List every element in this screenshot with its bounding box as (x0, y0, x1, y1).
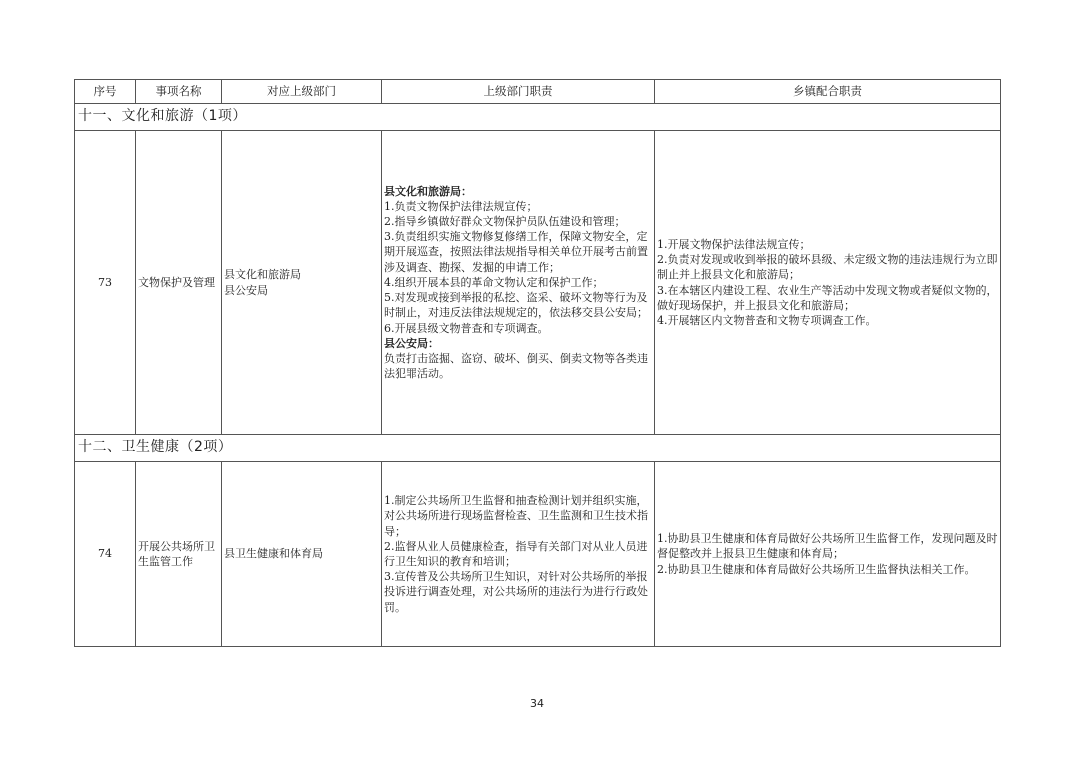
duty-item: 负责打击盗掘、盗窃、破坏、倒买、倒卖文物等各类违法犯罪活动。 (384, 351, 648, 381)
row-number: 73 (75, 131, 136, 435)
section-row (75, 435, 1001, 462)
upper-dept (222, 462, 382, 647)
upper-dept (222, 131, 382, 435)
duty-item: 3.负责组织实施文物修复修缮工作，保障文物安全，定期开展巡查，按照法律法规指导相关单位开展考古前置涉及调查、勘探、发掘的申请工作； (384, 230, 648, 274)
duty-item: 1.制定公共场所卫生监督和抽查检测计划并组织实施，对公共场所进行现场监督检查、卫生监测和卫生技术指导； (384, 494, 648, 538)
town-duty-item: 3.在本辖区内建设工程、农业生产等活动中发现文物或者疑似文物的，做好现场保护，并上报县文化和旅游局； (657, 283, 998, 312)
section-title: 十二、卫生健康（2项） (75, 435, 1001, 462)
duty-item: 5.对发现或接到举报的私挖、盗采、破坏文物等行为及时制止，对违反法律法规规定的，依法移交县公安局； (384, 291, 648, 320)
duty-item: 1.负责文物保护法律法规宣传； (384, 199, 538, 213)
table-row (75, 131, 1001, 435)
col-header-upper-dept: 对应上级部门 (222, 80, 382, 104)
col-header-town-duties: 乡镇配合职责 (655, 80, 1001, 104)
duty-item: 3.宣传普及公共场所卫生知识，对针对公共场所的举报投诉进行调查处理，对公共场所的违法行为进行行政处罚。 (384, 570, 648, 614)
duty-item: 2.监督从业人员健康检查，指导有关部门对从业人员进行卫生知识的教育和培训； (384, 539, 648, 568)
duty-heading: 县公安局： (384, 336, 439, 350)
upper-duties (382, 131, 655, 435)
col-header-number: 序号 (75, 80, 136, 104)
duty-item: 4.组织开展本县的革命文物认定和保护工作； (384, 275, 604, 289)
section-row (75, 104, 1001, 131)
table-row (75, 462, 1001, 647)
town-duties (655, 131, 1001, 435)
town-duty-item: 2.负责对发现或收到举报的破坏县级、未定级文物的违法违规行为立即制止并上报县文化和旅游局； (657, 253, 998, 282)
town-duty-item: 1.协助县卫生健康和体育局做好公共场所卫生监督工作，发现问题及时督促整改并上报县卫生健康和体育局； (657, 532, 998, 561)
page-number: 34 (530, 697, 544, 710)
duty-heading: 县文化和旅游局： (384, 184, 472, 198)
duty-item: 6.开展县级文物普查和专项调查。 (384, 321, 549, 335)
item-name: 开展公共场所卫生监管工作 (136, 462, 222, 647)
item-name: 文物保护及管理 (136, 131, 222, 435)
row-number: 74 (75, 462, 136, 647)
col-header-item-name: 事项名称 (136, 80, 222, 104)
responsibility-table (74, 79, 1001, 647)
upper-duties (382, 462, 655, 647)
town-duties (655, 462, 1001, 647)
town-duty-item: 1.开展文物保护法律法规宣传； (657, 237, 811, 251)
header-row (75, 80, 1001, 104)
town-duty-item: 2.协助县卫生健康和体育局做好公共场所卫生监督执法相关工作。 (657, 562, 976, 576)
section-title: 十一、文化和旅游（1项） (75, 104, 1001, 131)
duty-item: 2.指导乡镇做好群众文物保护员队伍建设和管理； (384, 215, 626, 229)
dept-line: 县文化和旅游局 (224, 268, 301, 282)
col-header-upper-duties: 上级部门职责 (382, 80, 655, 104)
dept-line: 县公安局 (224, 283, 268, 297)
dept-line: 县卫生健康和体育局 (224, 547, 323, 561)
town-duty-item: 4.开展辖区内文物普查和文物专项调查工作。 (657, 313, 877, 327)
